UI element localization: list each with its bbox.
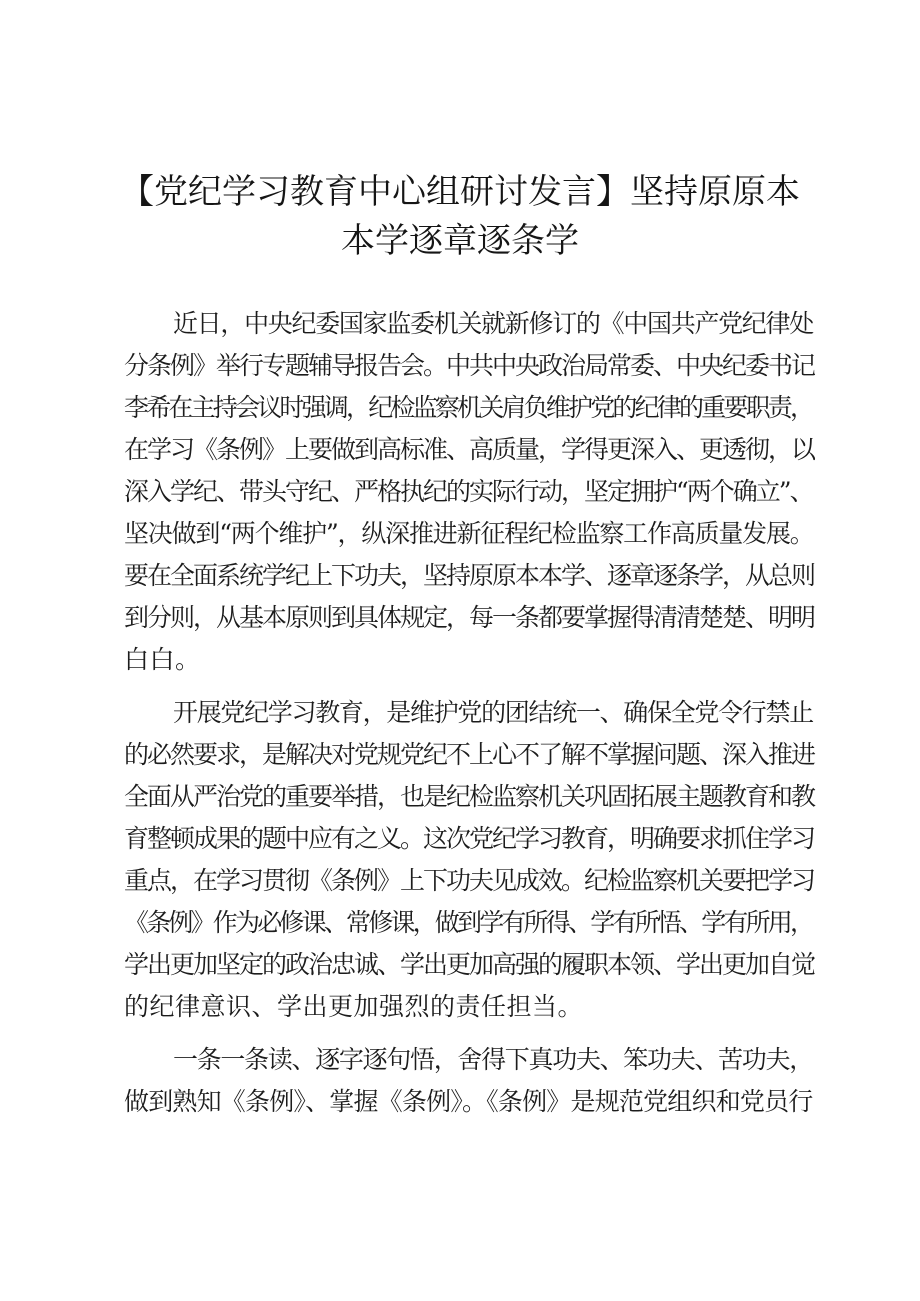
text-line: 在学习《条例》上要做到高标准、高质量，学得更深入、更透彻，以 bbox=[124, 435, 815, 464]
text-line: 做到熟知《条例》、掌握《条例》。《条例》是规范党组织和党员行 bbox=[124, 1087, 813, 1116]
text-line: 的必然要求，是解决对党规党纪不上心不了解不掌握问题、深入推进 bbox=[124, 740, 815, 769]
text-line: 近日，中央纪委国家监委机关就新修订的《中国共产党纪律处 bbox=[173, 309, 813, 338]
text-line: 坚决做到“两个维护”，纵深推进新征程纪检监察工作高质量发展。 bbox=[124, 519, 814, 548]
text-line: 学出更加坚定的政治忠诚、学出更加高强的履职本领、学出更加自觉 bbox=[124, 950, 815, 979]
text-line: 的纪律意识、学出更加强烈的责任担当。 bbox=[124, 992, 584, 1021]
text-line: 深入学纪、带头守纪、严格执纪的实际行动，坚定拥护“两个确立”、 bbox=[124, 477, 813, 506]
text-line: 到分则，从基本原则到具体规定，每一条都要掌握得清清楚楚、明明 bbox=[124, 603, 815, 632]
text-line: 《条例》作为必修课、常修课，做到学有所得、学有所悟、学有所用， bbox=[124, 908, 813, 937]
text-line: 分条例》举行专题辅导报告会。中共中央政治局常委、中央纪委书记 bbox=[124, 351, 815, 380]
text-line: 要在全面系统学纪上下功夫，坚持原原本本学、逐章逐条学，从总则 bbox=[124, 561, 815, 590]
text-line: 重点，在学习贯彻《条例》上下功夫见成效。纪检监察机关要把学习 bbox=[124, 866, 815, 895]
text-line: 育整顿成果的题中应有之义。这次党纪学习教育，明确要求抓住学习 bbox=[124, 824, 815, 853]
text-line: 李希在主持会议时强调，纪检监察机关肩负维护党的纪律的重要职责， bbox=[124, 393, 813, 422]
text-line: 全面从严治党的重要举措，也是纪检监察机关巩固拓展主题教育和教 bbox=[124, 782, 815, 811]
text-line: 一条一条读、逐字逐句悟，舍得下真功夫、笨功夫、苦功夫， bbox=[173, 1045, 813, 1074]
document-title-line-2: 本学逐章逐条学 bbox=[341, 221, 579, 261]
text-line: 白白。 bbox=[124, 645, 201, 674]
text-line: 开展党纪学习教育，是维护党的团结统一、确保全党令行禁止 bbox=[173, 698, 813, 727]
document-title-line-1: 【党纪学习教育中心组研讨发言】坚持原原本 bbox=[120, 172, 800, 212]
